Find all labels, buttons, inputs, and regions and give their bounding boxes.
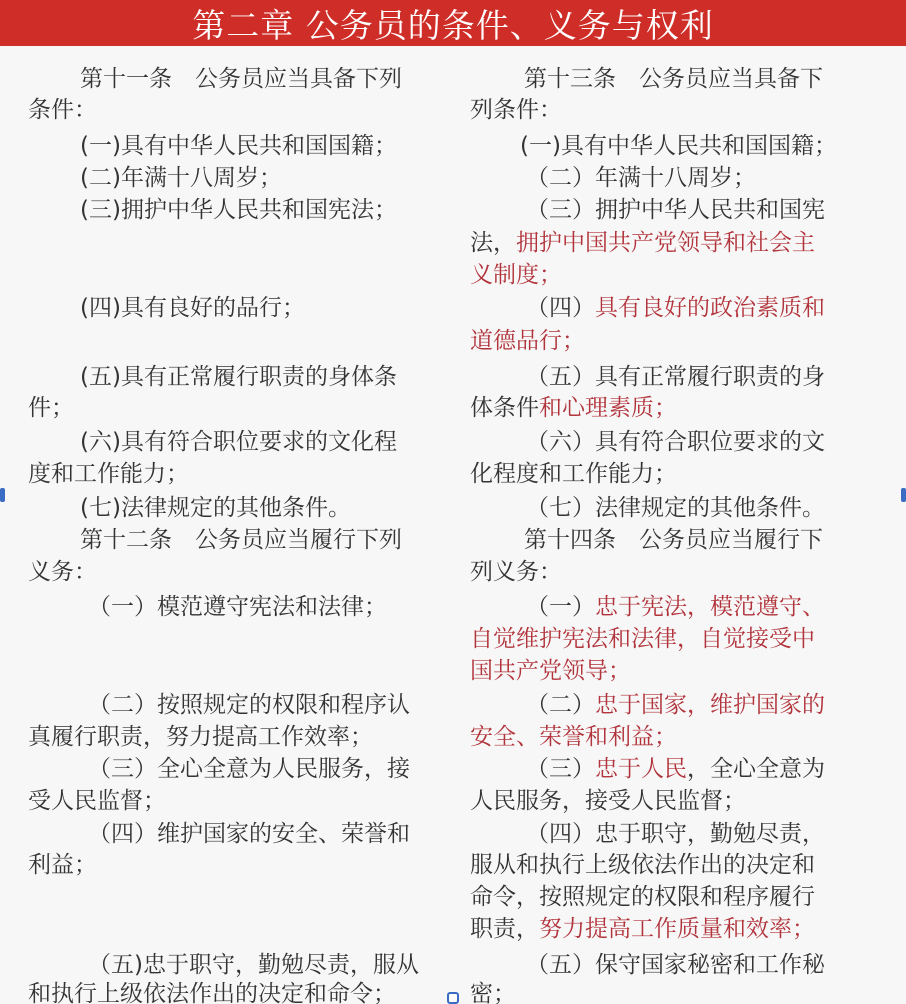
text-segment: (六)具有符合职位要求的文化程	[80, 429, 397, 455]
text-segment: （四）	[526, 295, 595, 321]
left-text-line	[28, 393, 74, 423]
right-text-line	[526, 592, 825, 622]
left-text-line	[88, 592, 387, 622]
text-segment: （三）拥护中华人民共和国宪	[526, 197, 825, 223]
text-segment: 和执行上级依法作出的决定和命令；	[28, 981, 396, 1004]
text-segment: （一）模范遵守宪法和法律；	[88, 594, 387, 620]
text-segment: (三)拥护中华人民共和国宪法；	[80, 197, 397, 223]
highlighted-text: 道德品行；	[470, 328, 585, 354]
highlighted-text: 安全、荣誉和利益；	[470, 724, 677, 750]
right-text-line	[470, 459, 677, 489]
bottom-edge-handle[interactable]	[447, 992, 459, 1004]
text-segment: (二)年满十八周岁；	[80, 165, 282, 191]
right-text-line	[526, 427, 825, 457]
text-segment: （二）按照规定的权限和程序认	[88, 692, 410, 718]
highlighted-text: 努力提高工作质量和效率；	[539, 916, 815, 942]
text-segment: （七）法律规定的其他条件。	[526, 495, 825, 521]
right-text-line	[526, 754, 825, 784]
left-text-line	[80, 131, 397, 161]
right-text-line	[470, 624, 815, 654]
chapter-title: 第二章 公务员的条件、义务与权利	[192, 5, 714, 45]
left-text-line	[88, 690, 410, 720]
text-segment: （三）	[526, 756, 595, 782]
right-text-line	[470, 979, 516, 1004]
highlighted-text: 忠于人民	[595, 756, 687, 782]
right-edge-handle[interactable]	[901, 488, 906, 502]
text-segment: （四）维护国家的安全、荣誉和	[88, 821, 410, 847]
text-segment: (一)具有中华人民共和国国籍；	[80, 133, 397, 159]
text-segment: ，全心全意为	[687, 756, 825, 782]
right-text-line	[526, 362, 825, 392]
text-segment: （三）全心全意为人民服务，接	[88, 756, 410, 782]
text-segment: 第十三条 公务员应当具备下	[524, 66, 823, 92]
text-segment: 命令，按照规定的权限和程序履行	[470, 884, 815, 910]
right-text-line	[526, 690, 825, 720]
left-text-line	[80, 427, 397, 457]
text-segment: 第十一条 公务员应当具备下列	[80, 66, 402, 92]
left-text-line	[28, 722, 373, 752]
left-text-line	[80, 525, 402, 555]
right-text-line	[526, 163, 756, 193]
right-text-line	[470, 95, 562, 125]
text-segment: 列义务：	[470, 559, 562, 585]
text-segment: 人民服务，接受人民监督；	[470, 788, 746, 814]
text-segment: 第十四条 公务员应当履行下	[524, 527, 823, 553]
left-edge-handle[interactable]	[0, 488, 5, 502]
text-segment: 服从和执行上级依法作出的决定和	[470, 852, 815, 878]
text-segment: （五)忠于职守，勤勉尽责，服从	[88, 952, 419, 978]
right-text-line	[526, 195, 825, 225]
text-segment: (五)具有正常履行职责的身体条	[80, 364, 397, 390]
highlighted-text: 拥护中国共产党领导和社会主	[516, 230, 815, 256]
text-segment: （二）	[526, 692, 595, 718]
text-segment: 化程度和工作能力；	[470, 461, 677, 487]
text-segment: 义务：	[28, 559, 97, 585]
right-text-line	[526, 950, 825, 980]
text-segment: (一)具有中华人民共和国国籍；	[520, 133, 837, 159]
highlighted-text: 和心理素质；	[539, 395, 677, 421]
left-text-line	[80, 163, 282, 193]
right-text-line	[470, 260, 562, 290]
text-segment: （五）具有正常履行职责的身	[526, 364, 825, 390]
right-text-line	[470, 850, 815, 880]
right-text-line	[470, 882, 815, 912]
left-text-line	[28, 95, 97, 125]
left-text-line	[88, 754, 410, 784]
text-segment: （二）年满十八周岁；	[526, 165, 756, 191]
highlighted-text: 具有良好的政治素质和	[595, 295, 825, 321]
left-text-line	[80, 362, 397, 392]
highlighted-text: 忠于宪法，模范遵守、	[595, 594, 825, 620]
text-segment: 第十二条 公务员应当履行下列	[80, 527, 402, 553]
right-text-line	[520, 131, 837, 161]
highlighted-text: 国共产党领导；	[470, 658, 631, 684]
left-text-line	[80, 195, 397, 225]
text-segment: 条件：	[28, 97, 97, 123]
left-text-line	[28, 557, 97, 587]
right-text-line	[526, 493, 825, 523]
right-text-line	[470, 914, 815, 944]
text-segment: 度和工作能力；	[28, 461, 189, 487]
text-segment: (七)法律规定的其他条件。	[80, 495, 351, 521]
document-page	[0, 46, 906, 1004]
text-segment: 体条件	[470, 395, 539, 421]
text-segment: 职责，	[470, 916, 539, 942]
right-text-line	[470, 786, 746, 816]
left-text-line	[28, 850, 97, 880]
text-segment: （四）忠于职守，勤勉尽责，	[526, 821, 825, 847]
text-segment: 受人民监督；	[28, 788, 166, 814]
right-text-line	[526, 293, 825, 323]
highlighted-text: 义制度；	[470, 262, 562, 288]
chapter-title-bar	[0, 0, 906, 46]
text-segment: 真履行职责，努力提高工作效率；	[28, 724, 373, 750]
text-segment: (四)具有良好的品行；	[80, 295, 305, 321]
left-text-line	[28, 979, 396, 1004]
right-text-line	[470, 722, 677, 752]
left-text-line	[28, 786, 166, 816]
text-segment: （一）	[526, 594, 595, 620]
right-text-line	[524, 64, 823, 94]
highlighted-text: 忠于国家，维护国家的	[595, 692, 825, 718]
highlighted-text: 自觉维护宪法和法律，自觉接受中	[470, 626, 815, 652]
right-text-line	[470, 656, 631, 686]
text-segment: 列条件：	[470, 97, 562, 123]
right-text-line	[470, 393, 677, 423]
text-segment: （六）具有符合职位要求的文	[526, 429, 825, 455]
text-segment: 利益；	[28, 852, 97, 878]
right-text-line	[470, 326, 585, 356]
left-text-line	[28, 459, 189, 489]
left-text-line	[80, 293, 305, 323]
right-text-line	[526, 819, 825, 849]
text-segment: 法，	[470, 230, 516, 256]
left-text-line	[80, 64, 402, 94]
text-segment: （五）保守国家秘密和工作秘	[526, 952, 825, 978]
left-text-line	[80, 493, 351, 523]
left-text-line	[88, 819, 410, 849]
left-text-line	[88, 950, 419, 980]
text-segment: 密；	[470, 981, 516, 1004]
right-text-line	[470, 228, 815, 258]
text-segment: 件；	[28, 395, 74, 421]
right-text-line	[524, 525, 823, 555]
right-text-line	[470, 557, 562, 587]
